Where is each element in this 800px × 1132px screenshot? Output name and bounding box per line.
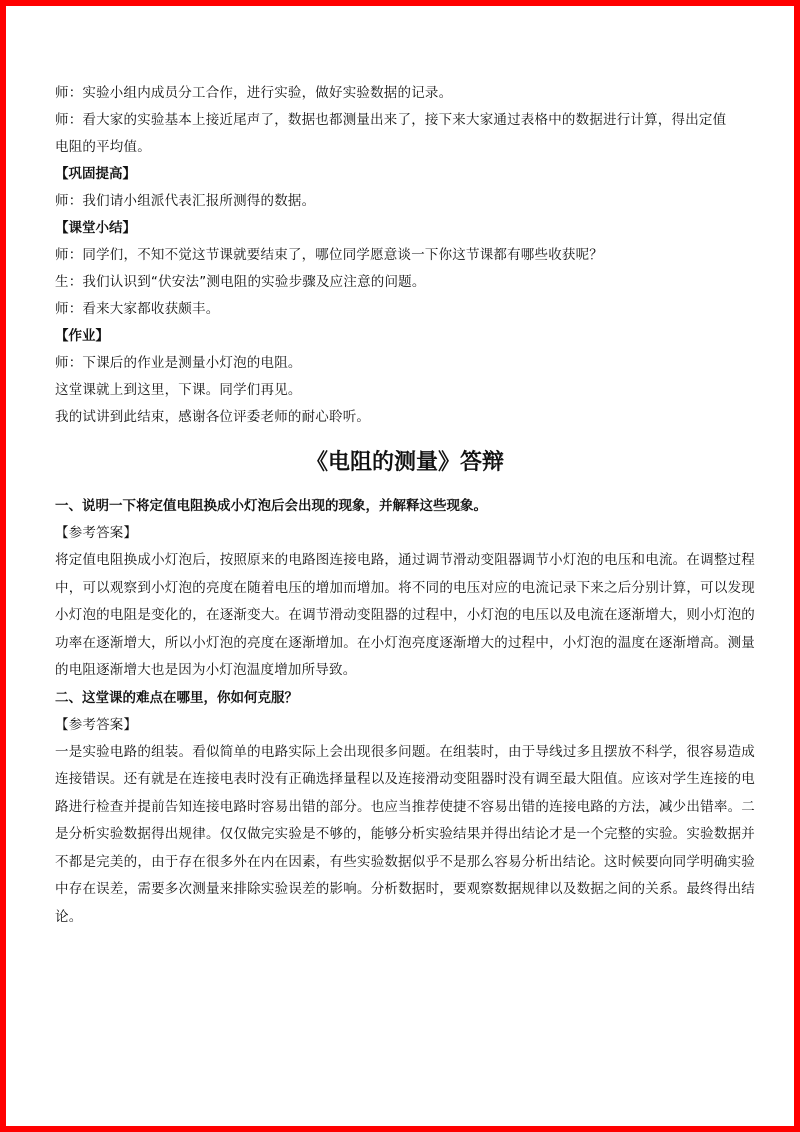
document-body: [55, 80, 755, 931]
section-heading-homework: 【作业】: [55, 328, 109, 344]
dialogue-line: 师：实验小组内成员分工合作，进行实验，做好实验数据的记录。: [55, 85, 453, 101]
dialogue-line: 师：同学们，不知不觉这节课就要结束了，哪位同学愿意谈一下你这节课都有哪些收获呢？: [55, 247, 603, 263]
dialogue-line: 师：下课后的作业是测量小灯泡的电阻。: [55, 355, 302, 371]
reference-answer-label: 【参考答案】: [55, 716, 138, 733]
section-heading-consolidate: 【巩固提高】: [55, 166, 136, 182]
dialogue-line: 师：看大家的实验基本上接近尾声了，数据也都测量出来了，接下来大家通过表格中的数据进行计算，得出定值: [55, 112, 727, 128]
defense-title: 《电阻的测量》答辩: [305, 450, 504, 475]
question-1: 一、说明一下将定值电阻换成小灯泡后会出现的现象，并解释这些现象。: [55, 498, 487, 514]
reference-answer-label: 【参考答案】: [55, 525, 138, 541]
dialogue-line: 这堂课就上到这里，下课。同学们再见。: [55, 382, 302, 398]
dialogue-line: 师：我们请小组派代表汇报所测得的数据。: [55, 193, 316, 209]
dialogue-line: 生：我们认识到“伏安法”测电阻的实验步骤及应注意的问题。: [55, 274, 426, 290]
question-2: 二、这堂课的难点在哪里，你如何克服？: [55, 689, 298, 706]
answer-1: 将定值电阻换成小灯泡后，按照原来的电路图连接电路，通过调节滑动变阻器调节小灯泡的电压和电流。在调整过程中，可以观察到小灯泡的亮度在随着电压的增加而增加。将不同的电压对应的电流记录下来之后分别计算，可以发现小灯泡的电阻是变化的，在逐渐变大。在调节滑动变阻器的过程中，小灯泡的电压以及电流在逐渐增大，则小灯泡的功率在逐渐增大，所以小灯泡的亮度在逐渐增加。在小灯泡亮度逐渐增大的过程中，小灯泡的温度在逐渐增高。测量的电阻逐渐增大也是因为小灯泡温度增加所导致。: [55, 552, 755, 678]
dialogue-line: 师：看来大家都收获颇丰。: [55, 301, 220, 317]
section-heading-summary: 【课堂小结】: [55, 220, 136, 236]
answer-2: 一是实验电路的组装。看似简单的电路实际上会出现很多问题。在组装时，由于导线过多且摆放不科学，很容易造成连接错误。还有就是在连接电表时没有正确选择量程以及连接滑动变阻器时没有调至最大阻值。应该对学生连接的电路进行检查并提前告知连接电路时容易出错的部分。也应当推荐使捷不容易出错的连接电路的方法，减少出错率。二是分析实验数据得出规律。仅仅做完实验是不够的，能够分析实验结果并得出结论才是一个完整的实验。实验数据并不都是完美的，由于存在很多外在内在因素，有些实验数据似乎不是那么容易分析出结论。这时候要向同学明确实验中存在误差，需要多次测量来排除实验误差的影响。分析数据时，要观察数据规律以及数据之间的关系。最终得出结论。: [55, 743, 755, 925]
dialogue-line: 电阻的平均值。: [55, 139, 151, 155]
dialogue-line: 我的试讲到此结束，感谢各位评委老师的耐心聆听。: [55, 409, 371, 425]
